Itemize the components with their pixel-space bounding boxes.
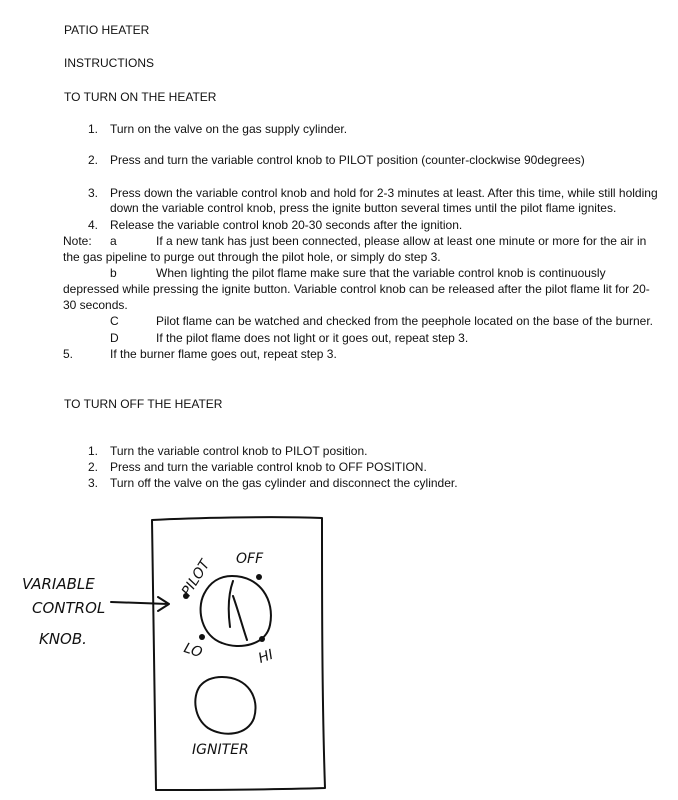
step-number: 1. — [88, 122, 99, 136]
step-text: down the variable control knob, press the ignite button several times until the pilot flame ignites. — [110, 201, 617, 215]
step-text: If the burner flame goes out, repeat step 3. — [110, 347, 337, 361]
turn-on-heading: TO TURN ON THE HEATER — [64, 90, 217, 104]
note-text: the gas pipeline to purge out through the pilot hole, or simply do step 3. — [63, 250, 441, 264]
note-letter: D — [110, 331, 119, 345]
step-text: Release the variable control knob 20-30 seconds after the ignition. — [110, 218, 463, 232]
note-text: depressed while pressing the ignite button. Variable control knob can be released after the pilot flame lit for 20- — [63, 282, 650, 296]
lo-label: LO — [181, 640, 205, 662]
off-label: OFF — [236, 551, 264, 567]
step-number: 4. — [88, 218, 99, 232]
hi-mark-dot — [259, 636, 265, 642]
note-text: If the pilot flame does not light or it goes out, repeat step 3. — [156, 331, 469, 345]
note-label: Note: — [63, 234, 92, 248]
igniter-label: IGNITER — [192, 742, 249, 758]
step-text: Press down the variable control knob and hold for 2-3 minutes at least. After this time, while still holding — [110, 186, 658, 200]
step-number: 1. — [88, 444, 99, 458]
callout-arrow — [111, 597, 169, 611]
igniter-button-circle — [195, 677, 255, 734]
document-subtitle: INSTRUCTIONS — [64, 56, 154, 70]
step-number: 5. — [63, 347, 74, 361]
document-title: PATIO HEATER — [64, 23, 150, 37]
step-number: 3. — [88, 186, 99, 200]
step-text: Turn the variable control knob to PILOT position. — [110, 444, 368, 458]
knob-pointer-line — [229, 581, 247, 640]
off-mark-dot — [256, 574, 262, 580]
step-text: Turn off the valve on the gas cylinder and disconnect the cylinder. — [110, 476, 458, 490]
callout-label-line3: KNOB. — [39, 630, 87, 648]
note-letter: b — [110, 266, 117, 280]
control-panel-sketch — [0, 505, 678, 800]
note-letter: C — [110, 314, 119, 328]
step-text: Press and turn the variable control knob to OFF POSITION. — [110, 460, 427, 474]
hi-label: HI — [256, 646, 276, 667]
pilot-label: PILOT — [178, 557, 214, 600]
control-knob-circle — [201, 576, 271, 646]
note-text: 30 seconds. — [63, 298, 128, 312]
callout-label-line2: CONTROL — [32, 599, 106, 617]
note-text: When lighting the pilot flame make sure that the variable control knob is continuously — [156, 266, 606, 280]
note-text: Pilot flame can be watched and checked from the peephole located on the base of the burner. — [156, 314, 653, 328]
turn-off-heading: TO TURN OFF THE HEATER — [64, 397, 223, 411]
step-number: 2. — [88, 153, 99, 167]
callout-label-line1: VARIABLE — [22, 575, 95, 593]
note-letter: a — [110, 234, 117, 248]
note-text: If a new tank has just been connected, please allow at least one minute or more for the air in — [156, 234, 647, 248]
step-number: 3. — [88, 476, 99, 490]
step-text: Press and turn the variable control knob to PILOT position (counter-clockwise 90degrees) — [110, 153, 585, 167]
step-number: 2. — [88, 460, 99, 474]
step-text: Turn on the valve on the gas supply cylinder. — [110, 122, 348, 136]
lo-mark-dot — [199, 634, 205, 640]
